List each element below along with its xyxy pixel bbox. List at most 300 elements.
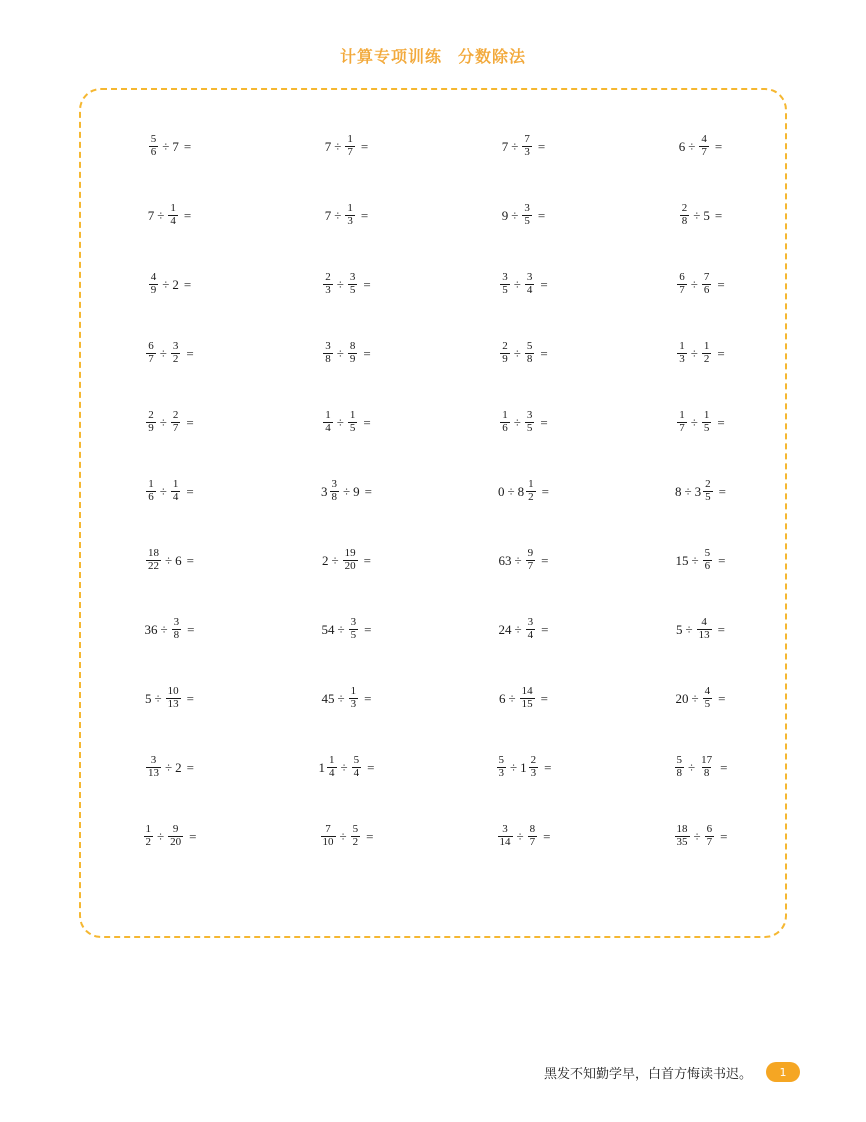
equals-sign: = — [540, 346, 548, 361]
problem-cell[interactable] — [258, 112, 435, 181]
equals-sign: = — [540, 415, 548, 430]
problem-row — [81, 388, 789, 457]
fraction-term — [677, 341, 687, 366]
fraction-term — [703, 686, 713, 711]
fraction-denominator: 20 — [344, 560, 356, 572]
problem-cell[interactable] — [258, 733, 435, 802]
fraction-term — [526, 548, 536, 573]
equals-sign: = — [186, 760, 194, 775]
division-operator: ÷ — [511, 208, 519, 223]
division-operator: ÷ — [688, 139, 696, 154]
division-operator: ÷ — [162, 277, 170, 292]
division-operator: ÷ — [159, 346, 167, 361]
fraction-numerator: 1 — [679, 409, 685, 422]
fraction-term — [323, 341, 333, 366]
fraction-numerator: 3 — [502, 271, 508, 284]
fraction-numerator: 8 — [349, 340, 356, 353]
page-number-badge: 1 — [766, 1062, 800, 1082]
division-operator: ÷ — [690, 277, 698, 292]
fraction-term — [525, 341, 535, 366]
problem-cell[interactable] — [81, 457, 258, 526]
fraction-denominator: 4 — [527, 629, 534, 641]
problem-expression — [679, 203, 722, 228]
problem-cell[interactable] — [435, 595, 612, 664]
fraction-numerator: 5 — [352, 823, 359, 836]
problem-cell[interactable] — [435, 250, 612, 319]
fraction-term — [526, 479, 536, 504]
division-operator: ÷ — [685, 622, 693, 637]
equals-sign: = — [717, 277, 725, 292]
problem-expression — [325, 134, 368, 159]
problem-cell[interactable] — [258, 802, 435, 871]
equals-sign: = — [720, 829, 728, 844]
fraction-numerator: 3 — [331, 478, 337, 491]
fraction-term — [675, 824, 690, 849]
equals-sign: = — [363, 277, 371, 292]
fraction-term — [146, 548, 161, 573]
equals-sign: = — [187, 622, 195, 637]
integer-term: 2 — [175, 760, 182, 775]
equals-sign: = — [186, 691, 194, 706]
fraction-denominator: 13 — [698, 629, 710, 641]
fraction-numerator: 1 — [172, 478, 179, 491]
equals-sign: = — [541, 484, 549, 499]
page-title-left: 计算专项训练 — [339, 47, 442, 66]
problem-expression — [148, 203, 191, 228]
fraction-numerator: 5 — [676, 754, 682, 767]
fraction-denominator: 6 — [502, 422, 508, 434]
fraction-term — [349, 617, 359, 642]
fraction-denominator: 5 — [526, 422, 533, 434]
equals-sign: = — [183, 277, 192, 292]
integer-term: 2 — [172, 277, 179, 292]
fraction-numerator: 1 — [679, 340, 685, 353]
equals-sign: = — [718, 691, 726, 706]
problem-expression — [322, 617, 372, 642]
problem-expression — [325, 203, 368, 228]
fraction-term — [172, 617, 182, 642]
fraction-denominator: 5 — [705, 491, 711, 503]
problem-row — [81, 457, 789, 526]
division-operator: ÷ — [507, 484, 515, 499]
equals-sign: = — [189, 829, 197, 844]
fraction-denominator: 3 — [350, 698, 357, 710]
problem-expression — [322, 410, 370, 435]
problem-cell[interactable] — [612, 319, 789, 388]
problem-cell[interactable] — [435, 664, 612, 733]
fraction-term — [498, 824, 513, 849]
equals-sign: = — [364, 484, 372, 499]
equals-sign: = — [540, 691, 548, 706]
fraction-term — [677, 410, 687, 435]
fraction-term — [323, 410, 333, 435]
fraction-term — [146, 341, 156, 366]
equals-sign: = — [367, 760, 375, 775]
equals-sign: = — [360, 208, 369, 223]
fraction-numerator: 3 — [524, 202, 530, 215]
division-operator: ÷ — [691, 553, 699, 568]
fraction-numerator: 14 — [521, 685, 533, 698]
division-operator: ÷ — [688, 760, 696, 775]
equals-sign: = — [186, 415, 194, 430]
fraction-numerator: 5 — [150, 133, 157, 146]
problem-cell[interactable] — [612, 457, 789, 526]
fraction-denominator: 2 — [145, 836, 151, 848]
fraction-numerator: 3 — [350, 616, 357, 629]
problem-cell[interactable] — [81, 181, 258, 250]
fraction-denominator: 22 — [148, 560, 159, 572]
fraction-term — [171, 341, 181, 366]
fraction-term — [705, 824, 715, 849]
fraction-denominator: 4 — [170, 215, 176, 227]
problem-expression — [145, 341, 193, 366]
equals-sign: = — [541, 622, 549, 637]
mixed-number-term — [321, 479, 340, 504]
fraction-term — [352, 755, 362, 780]
division-operator: ÷ — [510, 760, 518, 775]
fraction-numerator: 1 — [528, 478, 534, 491]
page-title — [0, 44, 866, 67]
fraction-numerator: 18 — [676, 823, 688, 836]
division-operator: ÷ — [340, 760, 348, 775]
integer-term: 0 — [498, 484, 505, 499]
problem-cell[interactable] — [81, 388, 258, 457]
fraction-denominator: 6 — [703, 284, 710, 296]
division-operator: ÷ — [336, 415, 344, 430]
problem-expression — [676, 341, 724, 366]
equals-sign: = — [717, 622, 725, 637]
problem-cell[interactable] — [258, 526, 435, 595]
problem-cell[interactable] — [612, 388, 789, 457]
equals-sign: = — [544, 760, 552, 775]
fraction-denominator: 5 — [703, 422, 710, 434]
problem-expression — [676, 617, 725, 642]
problem-expression — [148, 134, 191, 159]
equals-sign: = — [720, 760, 728, 775]
fraction-numerator: 1 — [350, 685, 357, 698]
integer-term: 7 — [147, 208, 155, 223]
fraction-term — [677, 272, 687, 297]
fraction-denominator: 8 — [681, 215, 688, 227]
fraction-numerator: 1 — [703, 409, 710, 422]
fraction-denominator: 8 — [331, 491, 337, 503]
fraction-numerator: 1 — [329, 754, 335, 767]
problem-cell[interactable] — [258, 181, 435, 250]
fraction-term — [522, 134, 532, 159]
problem-expression — [145, 479, 193, 504]
equals-sign: = — [186, 346, 194, 361]
integer-term: 15 — [675, 553, 689, 568]
fraction-denominator: 6 — [148, 491, 154, 503]
problem-row — [81, 112, 789, 181]
equals-sign: = — [183, 139, 192, 154]
problem-cell[interactable] — [612, 526, 789, 595]
division-operator: ÷ — [343, 484, 351, 499]
division-operator: ÷ — [516, 829, 524, 844]
fraction-denominator: 8 — [676, 767, 682, 779]
problem-cell[interactable] — [81, 250, 258, 319]
division-operator: ÷ — [157, 829, 165, 844]
problem-row — [81, 802, 789, 871]
problem-cell[interactable] — [612, 664, 789, 733]
equals-sign: = — [363, 346, 371, 361]
fraction-denominator: 3 — [530, 767, 537, 779]
problem-cell[interactable] — [81, 526, 258, 595]
fraction-denominator: 7 — [679, 422, 685, 434]
fraction-denominator: 5 — [524, 215, 530, 227]
fraction-denominator: 7 — [148, 353, 154, 365]
fraction-numerator: 17 — [701, 754, 713, 767]
problem-expression — [499, 617, 549, 642]
equals-sign: = — [360, 139, 369, 154]
fraction-term — [349, 686, 359, 711]
equals-sign: = — [364, 622, 372, 637]
problem-cell[interactable] — [435, 181, 612, 250]
fraction-term — [144, 824, 154, 849]
division-operator: ÷ — [165, 760, 173, 775]
fraction-numerator: 2 — [530, 754, 537, 767]
fraction-term — [680, 203, 690, 228]
division-operator: ÷ — [693, 208, 701, 223]
mixed-whole-part: 1 — [520, 760, 527, 775]
problem-expression — [145, 548, 194, 573]
fraction-denominator: 35 — [676, 836, 688, 848]
problem-expression — [674, 755, 728, 780]
fraction-numerator: 3 — [325, 340, 331, 353]
fraction-denominator: 4 — [526, 284, 533, 296]
fraction-numerator: 7 — [524, 133, 530, 146]
problem-expression — [676, 686, 726, 711]
fraction-term — [343, 548, 358, 573]
mixed-number-term — [518, 479, 537, 504]
division-operator: ÷ — [690, 346, 698, 361]
integer-term: 63 — [498, 553, 512, 568]
problem-cell[interactable] — [612, 112, 789, 181]
problem-cell[interactable] — [81, 802, 258, 871]
fraction-denominator: 13 — [148, 767, 159, 779]
fraction-term — [146, 410, 156, 435]
problem-cell[interactable] — [435, 802, 612, 871]
fraction-term — [171, 410, 181, 435]
worksheet-border — [79, 88, 787, 938]
fraction-denominator: 3 — [679, 353, 685, 365]
problem-expression — [143, 824, 197, 849]
fraction-denominator: 7 — [347, 146, 353, 158]
problem-cell[interactable] — [81, 733, 258, 802]
fraction-term — [146, 755, 161, 780]
fraction-denominator: 4 — [353, 767, 360, 779]
problem-cell[interactable] — [612, 802, 789, 871]
problem-cell[interactable] — [612, 595, 789, 664]
equals-sign: = — [540, 277, 548, 292]
fraction-term — [348, 272, 358, 297]
problem-row — [81, 526, 789, 595]
fraction-denominator: 8 — [325, 353, 331, 365]
fraction-term — [149, 134, 159, 159]
fraction-denominator: 4 — [172, 491, 179, 503]
fraction-numerator: 5 — [498, 754, 504, 767]
fraction-term — [525, 410, 535, 435]
fraction-numerator: 5 — [526, 340, 533, 353]
mixed-whole-part: 8 — [517, 484, 525, 499]
fraction-term — [699, 134, 709, 159]
problem-row — [81, 181, 789, 250]
integer-term: 24 — [498, 622, 512, 637]
division-operator: ÷ — [693, 829, 701, 844]
fraction-numerator: 1 — [145, 823, 151, 836]
fraction-numerator: 6 — [679, 271, 685, 284]
fraction-denominator: 5 — [704, 698, 711, 710]
problem-expression — [499, 272, 547, 297]
division-operator: ÷ — [334, 208, 342, 223]
problem-cell[interactable] — [435, 733, 612, 802]
equals-sign: = — [537, 208, 546, 223]
fraction-denominator: 13 — [167, 698, 179, 710]
fraction-numerator: 4 — [701, 133, 707, 146]
integer-term: 20 — [675, 691, 689, 706]
fraction-denominator: 7 — [679, 284, 685, 296]
fraction-term — [149, 272, 159, 297]
fraction-denominator: 3 — [325, 284, 331, 296]
fraction-numerator: 2 — [705, 478, 711, 491]
footer-motto: 黑发不知勤学早，白首方悔读书迟。 — [543, 1066, 752, 1082]
fraction-denominator: 8 — [173, 629, 180, 641]
fraction-denominator: 7 — [706, 836, 713, 848]
integer-term: 54 — [321, 622, 335, 637]
fraction-term — [497, 755, 507, 780]
problem-cell[interactable] — [435, 526, 612, 595]
fraction-numerator: 2 — [148, 409, 154, 422]
fraction-numerator: 10 — [167, 685, 179, 698]
fraction-numerator: 9 — [527, 547, 534, 560]
problem-row — [81, 733, 789, 802]
problem-cell[interactable] — [258, 250, 435, 319]
equals-sign: = — [543, 829, 551, 844]
problem-cell[interactable] — [258, 457, 435, 526]
mixed-number-term — [520, 755, 539, 780]
problem-expression — [498, 479, 549, 504]
integer-term: 45 — [321, 691, 335, 706]
fraction-numerator: 1 — [148, 478, 154, 491]
fraction-numerator: 1 — [349, 409, 356, 422]
problem-cell[interactable] — [258, 388, 435, 457]
fraction-numerator: 6 — [148, 340, 154, 353]
fraction-term — [500, 341, 510, 366]
integer-term: 6 — [499, 691, 506, 706]
problem-expression — [499, 548, 549, 573]
problem-cell[interactable] — [258, 319, 435, 388]
equals-sign: = — [714, 208, 723, 223]
problem-expression — [502, 203, 545, 228]
integer-term: 6 — [678, 139, 686, 154]
fraction-denominator: 9 — [148, 422, 154, 434]
problem-expression — [322, 272, 370, 297]
division-operator: ÷ — [334, 139, 342, 154]
problem-cell[interactable] — [81, 664, 258, 733]
equals-sign: = — [366, 829, 374, 844]
problem-expression — [145, 755, 194, 780]
fraction-numerator: 19 — [344, 547, 356, 560]
fraction-term — [697, 617, 712, 642]
division-operator: ÷ — [154, 691, 162, 706]
problem-cell[interactable] — [81, 595, 258, 664]
equals-sign: = — [537, 139, 546, 154]
problem-cell[interactable] — [435, 319, 612, 388]
page-footer — [0, 1062, 866, 1082]
problem-cell[interactable] — [435, 112, 612, 181]
problem-cell[interactable] — [435, 457, 612, 526]
division-operator: ÷ — [514, 553, 522, 568]
fraction-term — [348, 410, 358, 435]
problem-cell[interactable] — [258, 595, 435, 664]
fraction-term — [520, 686, 535, 711]
problem-expression — [679, 134, 722, 159]
problem-expression — [145, 617, 195, 642]
equals-sign: = — [363, 553, 371, 568]
fraction-numerator: 4 — [701, 616, 707, 629]
problem-cell[interactable] — [81, 112, 258, 181]
division-operator: ÷ — [165, 553, 173, 568]
fraction-denominator: 5 — [349, 422, 356, 434]
fraction-denominator: 7 — [701, 146, 707, 158]
division-operator: ÷ — [159, 484, 167, 499]
fraction-numerator: 5 — [353, 754, 360, 767]
fraction-numerator: 4 — [150, 271, 157, 284]
fraction-numerator: 1 — [347, 133, 353, 146]
fraction-numerator: 9 — [172, 823, 179, 836]
problem-expression — [322, 686, 372, 711]
fraction-term — [171, 479, 181, 504]
fraction-denominator: 4 — [325, 422, 331, 434]
fraction-term — [345, 134, 355, 159]
fraction-denominator: 2 — [172, 353, 179, 365]
fraction-denominator: 6 — [704, 560, 711, 572]
division-operator: ÷ — [511, 139, 519, 154]
page-title-right: 分数除法 — [458, 47, 527, 66]
division-operator: ÷ — [339, 829, 347, 844]
fraction-numerator: 1 — [325, 409, 331, 422]
equals-sign: = — [714, 139, 723, 154]
division-operator: ÷ — [514, 622, 522, 637]
problem-expression — [502, 134, 545, 159]
problem-expression — [676, 410, 724, 435]
problem-expression — [320, 824, 374, 849]
fraction-term — [702, 341, 712, 366]
integer-term: 5 — [145, 691, 152, 706]
fraction-term — [327, 755, 337, 780]
equals-sign: = — [541, 553, 549, 568]
fraction-numerator: 3 — [150, 754, 157, 767]
fraction-term — [675, 755, 685, 780]
fraction-numerator: 8 — [529, 823, 536, 836]
fraction-denominator: 6 — [150, 146, 157, 158]
fraction-numerator: 2 — [502, 340, 508, 353]
fraction-denominator: 9 — [150, 284, 157, 296]
problem-cell[interactable] — [258, 664, 435, 733]
fraction-numerator: 1 — [502, 409, 508, 422]
problem-cell[interactable] — [435, 388, 612, 457]
problem-cell[interactable] — [612, 181, 789, 250]
equals-sign: = — [718, 553, 726, 568]
equals-sign: = — [718, 484, 726, 499]
fraction-numerator: 1 — [170, 202, 176, 215]
problem-cell[interactable] — [612, 250, 789, 319]
fraction-numerator: 2 — [681, 202, 688, 215]
division-operator: ÷ — [336, 277, 344, 292]
problem-cell[interactable] — [81, 319, 258, 388]
problem-row — [81, 250, 789, 319]
problem-cell[interactable] — [612, 733, 789, 802]
